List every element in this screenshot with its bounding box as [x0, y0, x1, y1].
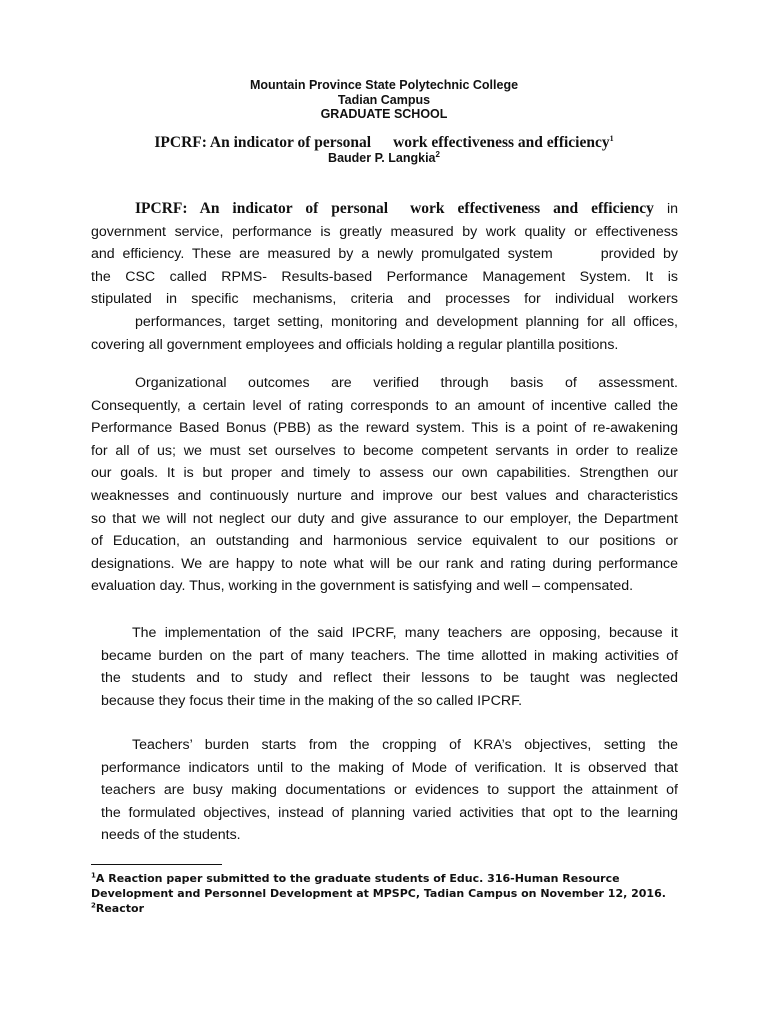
school-name: GRADUATE SCHOOL	[320, 107, 448, 121]
paragraph-2-line: of Education, an outstanding and harmonious service equivalent to our positions or	[91, 533, 678, 550]
title-part-1: IPCRF: An indicator of personal	[154, 134, 372, 151]
paragraph-3-line: the students and to study and reflect their lessons to be taught was neglected	[101, 670, 678, 687]
footnote-2-mark: 2	[91, 901, 96, 910]
paragraph-1-line-6: performances, target setting, monitoring and development planning for all offices,	[135, 313, 678, 330]
author-footnote-mark: 2	[435, 149, 440, 159]
paragraph-2-line: Performance Based Bonus (PBB) as the reward system. This is a point of re-awakening	[91, 420, 678, 437]
paragraph-4-line: the formulated objectives, instead of planning varied activities that opt to the learning	[101, 804, 678, 821]
paragraph-2-line: weaknesses and continuously nurture and improve our best values and characteristics	[91, 487, 678, 504]
paragraph-2-line: for all of us; we must set ourselves to become competent servants in order to realize	[91, 442, 678, 459]
lead-title-part-1: IPCRF: An indicator of personal	[135, 200, 389, 217]
author-name	[0, 150, 768, 166]
paragraph-1-line-1	[91, 198, 678, 221]
paragraph-3-line: The implementation of the said IPCRF, many teachers are opposing, because it	[132, 625, 678, 641]
title-part-2: work effectiveness and efficiency	[393, 134, 610, 151]
paragraph-4-line: performance indicators until to the making of Mode of verification. It is observed that	[101, 759, 678, 776]
paragraph-2-line: our goals. It is but proper and timely to assess our own capabilities. Strengthen our	[91, 465, 678, 482]
paragraph-1-line-1-tail: in	[666, 201, 678, 217]
paragraph-1-line-5: stipulated in specific mechanisms, criteria and processes for individual workers	[91, 291, 678, 308]
paragraph-1-line-3a: and efficiency. These are measured by a newly promulgated system	[91, 246, 553, 263]
paragraph-4-line: Teachers’ burden starts from the cropping of KRA’s objectives, setting the	[132, 737, 678, 753]
footnote-separator	[91, 864, 222, 865]
paragraph-2	[91, 372, 678, 598]
paragraph-2-line: Organizational outcomes are verified through basis of assessment.	[135, 375, 678, 391]
paragraph-2-line: Consequently, a certain level of rating corresponds to an amount of incentive called the	[91, 397, 678, 414]
institution-name: Mountain Province State Polytechnic College	[249, 78, 519, 92]
paragraph-3-line: became burden on the part of many teachers. The time allotted in making activities of	[101, 647, 678, 664]
paragraph-1-line-3	[91, 243, 678, 266]
paragraph-2-line: evaluation day. Thus, working in the government is satisfying and well – compensated.	[91, 578, 634, 595]
campus-name: Tadian Campus	[337, 93, 431, 107]
paragraph-1-line-3b: provided by	[600, 246, 678, 263]
paragraph-4-line: teachers are busy making documentations or evidences to support the attainment of	[101, 782, 678, 799]
footnote-1-text: A Reaction paper submitted to the graduate students of Educ. 316-Human Resource Development and Personnel Development at MPSPC, Tadian Campus on November 12, 2016.	[91, 872, 666, 900]
paragraph-1-line-7: covering all government employees and officials holding a regular plantilla positions.	[91, 336, 619, 353]
paragraph-3	[101, 622, 678, 712]
paragraph-1	[91, 198, 678, 356]
paragraph-3-line: because they focus their time in the making of the so called IPCRF.	[101, 692, 523, 709]
author-name-text: Bauder P. Langkia	[328, 151, 436, 165]
lead-title-part-2: work effectiveness and efficiency	[410, 200, 654, 217]
paragraph-1-line-2: government service, performance is greatly measured by work quality or effectiveness	[91, 223, 678, 240]
footnote-1-mark: 1	[91, 871, 96, 880]
paragraph-1-line-4: the CSC called RPMS- Results-based Performance Management System. It is	[91, 268, 678, 285]
paragraph-2-line: so that we will not neglect our duty and give assurance to our employer, the Department	[91, 510, 678, 527]
paragraph-4-line: needs of the students.	[101, 827, 241, 844]
title-footnote-mark: 1	[609, 133, 614, 143]
paragraph-4	[101, 734, 678, 847]
paragraph-2-line: designations. We are happy to note what will be our rank and rating during performance	[91, 555, 678, 572]
footnote-2	[91, 902, 681, 917]
footnote-2-text: Reactor	[95, 902, 144, 915]
footnote-1	[91, 872, 681, 901]
